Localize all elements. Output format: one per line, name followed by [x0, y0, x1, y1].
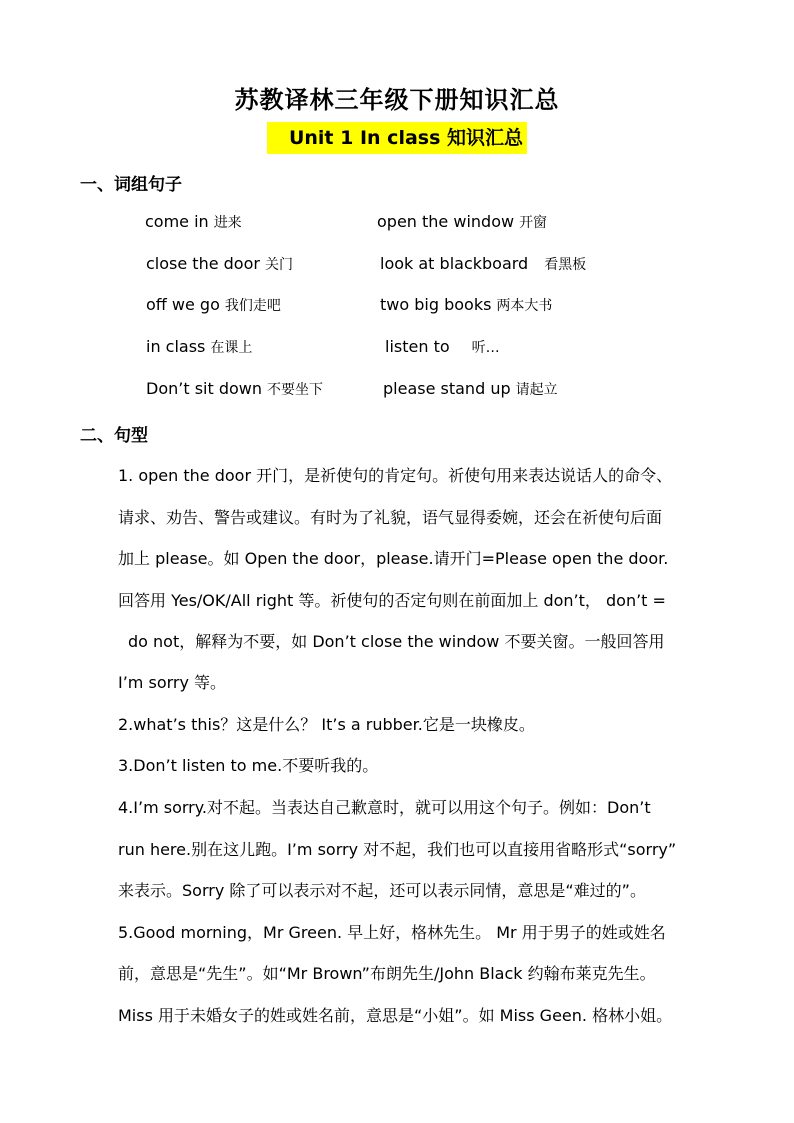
paragraph-line: 2.what’s this？这是什么？ It’s a rubber.它是一块橡皮。: [118, 715, 535, 734]
phrase-item: [380, 254, 586, 274]
phrase-en: come in: [145, 212, 209, 231]
phrase-cn: 在课上: [210, 340, 253, 356]
paragraph-line: 加上 please。如 Open the door，please.请开门=Please open the door.: [118, 549, 669, 568]
paragraph-line: 5.Good morning，Mr Green. 早上好，格林先生。 Mr 用于男子的姓或姓名: [118, 923, 666, 942]
phrase-item: [145, 212, 242, 232]
paragraph-line: 前，意思是“先生”。如“Mr Brown”布朗先生/John Black 约翰布莱克先生。: [118, 964, 656, 983]
phrase-cn: 听…: [471, 340, 500, 356]
paragraph-line: 1. open the door 开门，是祈使句的肯定句。祈使句用来表达说话人的命令、: [118, 466, 673, 485]
phrase-cn: 我们走吧: [224, 298, 281, 314]
phrase-item: [146, 254, 293, 274]
phrase-item: [146, 295, 281, 315]
unit-subtitle: Unit 1 In class 知识汇总: [267, 122, 527, 154]
phrase-en: open the window: [377, 212, 515, 231]
paragraph-line: Miss 用于未婚女子的姓或姓名前，意思是“小姐”。如 Miss Geen. 格林小姐。: [118, 1006, 673, 1025]
document-title: 苏教译林三年级下册知识汇总: [234, 86, 560, 114]
paragraph-line: run here.别在这儿跑。I’m sorry 对不起，我们也可以直接用省略形式“sorry”: [118, 840, 677, 859]
section-heading-sentences: 二、句型: [80, 426, 148, 446]
paragraph-line: 来表示。Sorry 除了可以表示对不起，还可以表示同情，意思是“难过的”。: [118, 881, 646, 900]
phrase-cn: 开窗: [519, 215, 548, 231]
phrase-en: close the door: [146, 254, 260, 273]
phrase-item: [380, 295, 552, 315]
phrase-cn: 两本大书: [496, 298, 553, 314]
phrase-en: please stand up: [383, 379, 511, 398]
phrase-en: off we go: [146, 295, 220, 314]
unit-subtitle-wrapper: [0, 122, 794, 154]
phrase-en: in class: [146, 337, 206, 356]
phrase-cn: 不要坐下: [267, 382, 324, 398]
paragraph-line: 4.I’m sorry.对不起。当表达自己歉意时，就可以用这个句子。例如：Don’t: [118, 798, 651, 817]
phrase-en: look at blackboard: [380, 254, 529, 273]
section-heading-phrases: 一、词组句子: [80, 175, 182, 195]
phrase-cn: 关门: [264, 257, 293, 273]
phrase-cn: 请起立: [515, 382, 558, 398]
paragraph-line: do not，解释为不要，如 Don’t close the window 不要关窗。一般回答用: [128, 632, 665, 651]
phrase-en: Don’t sit down: [146, 379, 263, 398]
phrase-item: [377, 212, 547, 232]
phrase-item: [383, 379, 558, 399]
paragraph-line: 3.Don’t listen to me.不要听我的。: [118, 756, 379, 775]
paragraph-line: 回答用 Yes/OK/All right 等。祈使句的否定句则在前面加上 don’t， don’t =: [118, 591, 666, 610]
phrase-cn: 看黑板: [544, 257, 587, 273]
phrase-item: [146, 379, 323, 399]
paragraph-line: 请求、劝告、警告或建议。有时为了礼貌，语气显得委婉，还会在祈使句后面: [118, 508, 663, 527]
phrase-cn: 进来: [213, 215, 242, 231]
phrase-item: [146, 337, 252, 357]
phrase-en: two big books: [380, 295, 492, 314]
phrase-item: [385, 337, 500, 357]
paragraph-line: I’m sorry 等。: [118, 673, 227, 692]
phrase-en: listen to: [385, 337, 450, 356]
